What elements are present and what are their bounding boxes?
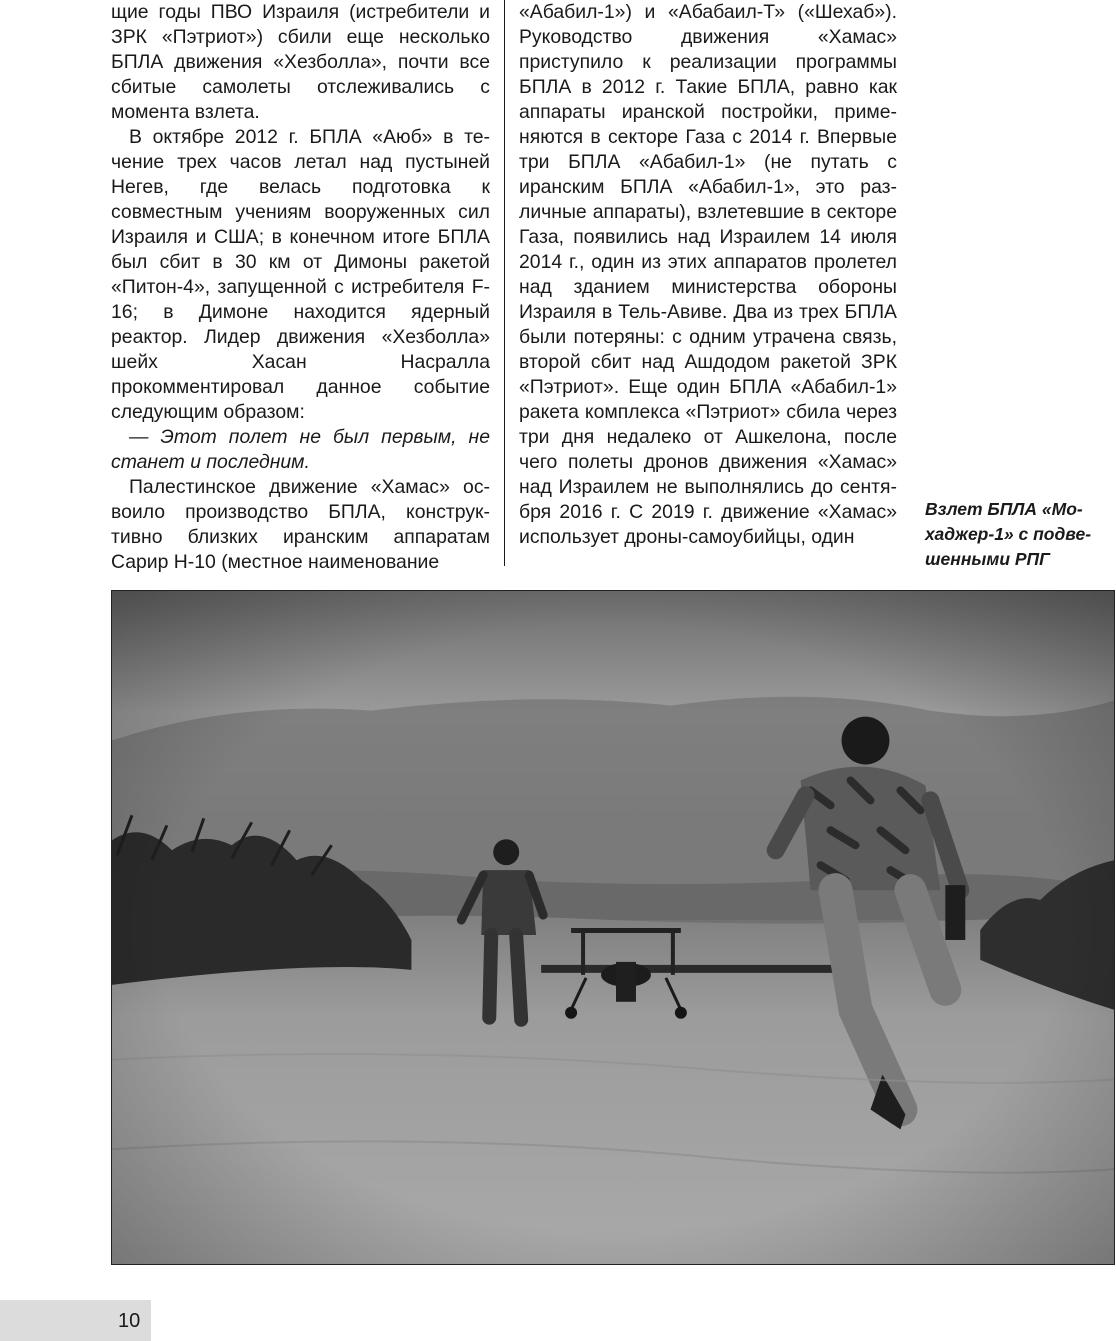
text-column-middle <box>519 0 897 550</box>
paragraph: В октябре 2012 г. БПЛА «Аюб» в течение трех часов летал над пустыней Негев, где велась подготовка к совместным учениям вооруженных сил Израиля и США; в конечном итоге БПЛА был сбит в 30 км от Димоны ракетой «Питон-4», запущенной с истребителя F-16; в Димоне находится ядерный реактор. Лидер движения «Хезболла» шейх Хасан Насралла прокомментировал данное событие следующим образом: <box>111 126 490 423</box>
photo-caption: Взлет БПЛА «Мохаджер-1» с подвешенными РПГ <box>925 499 1092 569</box>
column-divider <box>504 0 505 566</box>
paragraph: Палестинское движение «Хамас» освоило производство БПЛА, конструктивно близких иранским аппаратам Сарир Н-10 (местное наименование <box>111 476 490 573</box>
page-number: 10 <box>118 1310 141 1332</box>
photo-illustration <box>112 591 1114 1264</box>
paragraph: «Абабил-1») и «Абабаил-Т» («Шехаб»). Руководство движения «Хамас» приступило к реализации программы БПЛА в 2012 г. Такие БПЛА, равно как аппараты иранской постройки, применяются в секторе Газа с 2014 г. Впервые три БПЛА «Абабил-1» (не путать с иранским БПЛА «Абабил-1», это различные аппараты), взлетевшие в секторе Газа, появились над Израилем 14 июля 2014 г., один из этих аппаратов пролетел над зданием министерства обороны Израиля в Тель-Авиве. Два из трех БПЛА были потеряны: с одним утрачена связь, второй сбит над Ашдодом ракетой ЗРК «Пэтриот». Еще один БПЛА «Абабил-1» ракета комплекса «Пэтриот» сбила через три дня недалеко от Ашкелона, после чего полеты дронов движения «Хамас» над Израилем не выполнялись до сентября 2016 г. С 2019 г. движение «Хамас» использует дроны-самоубийцы, один <box>519 1 897 548</box>
text-column-left <box>111 0 490 575</box>
paragraph: щие годы ПВО Израиля (истребители и ЗРК «Пэтриот») сбили еще несколько БПЛА движения «Хезболла», почти все сбитые самолеты отслеживались с момента взлета. <box>111 1 490 123</box>
photo-uav-launch <box>111 590 1115 1265</box>
quote-paragraph: — Этот полет не был первым, не станет и последним. <box>111 426 490 473</box>
